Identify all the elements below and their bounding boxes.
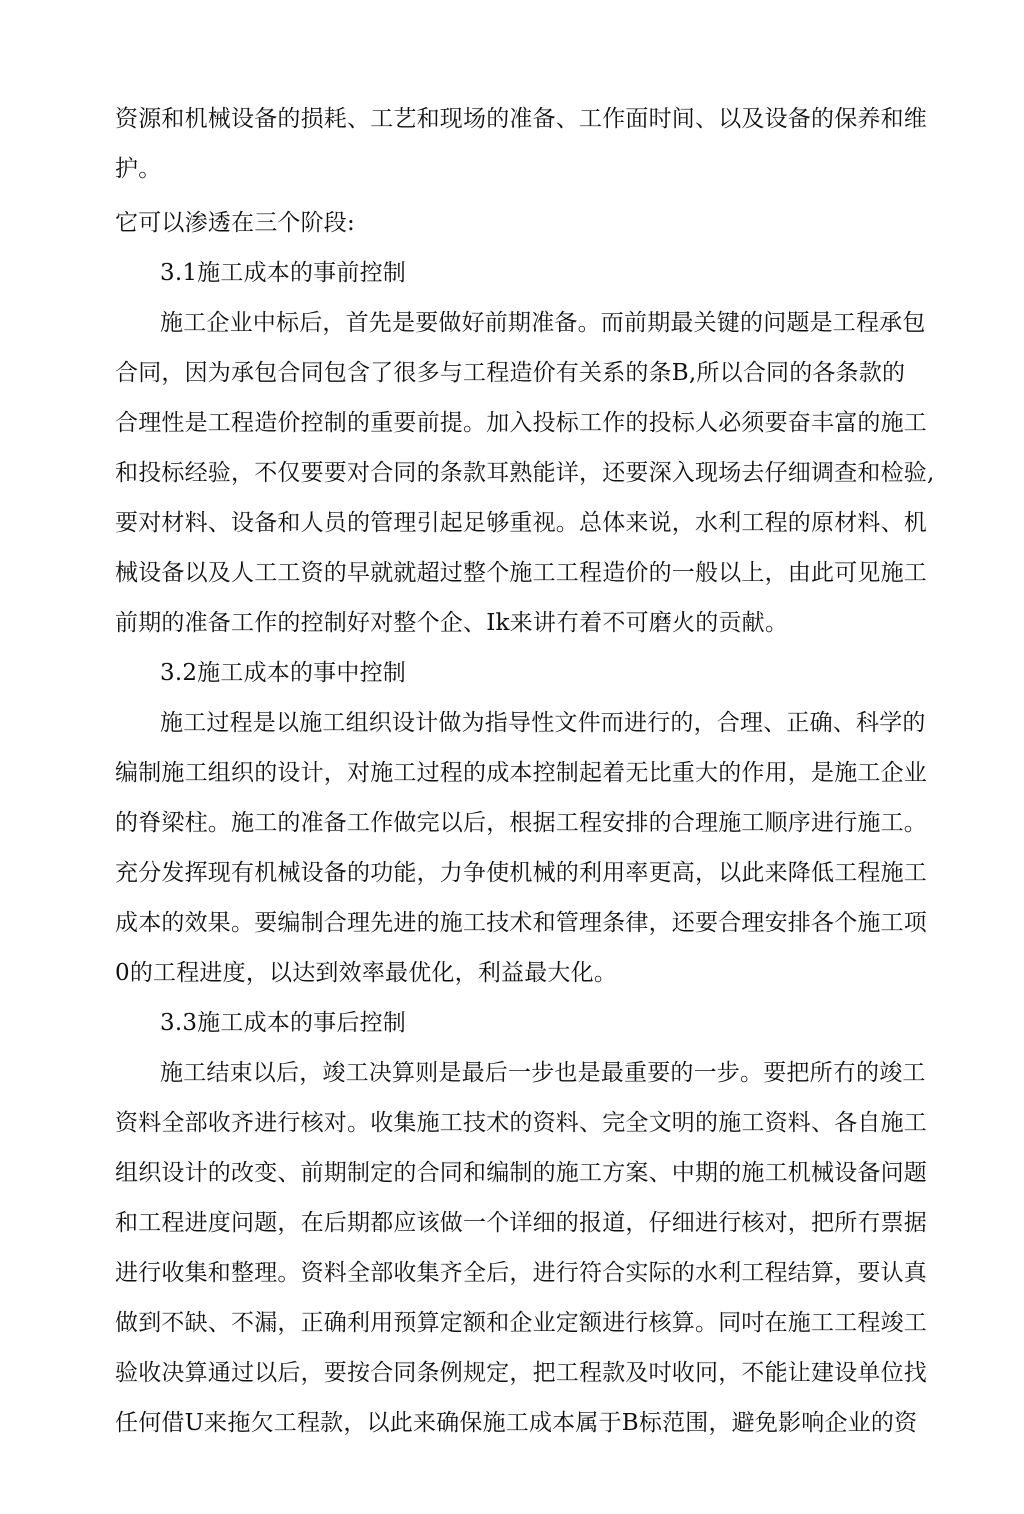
text-line: 任何借U来拖欠工程款，以此来确保施工成本属于B标范围，避免影响企业的资 bbox=[115, 1410, 918, 1436]
text-line: 充分发挥现有机械设备的功能，力争使机械的利用率更高，以此来降低工程施工 bbox=[115, 860, 927, 886]
text-line: 的脊梁柱。施工的准备工作做完以后，根据工程安排的合理施工顺序进行施工。 bbox=[115, 810, 927, 836]
section-heading: 3.1施工成本的事前控制 bbox=[160, 260, 406, 286]
text-line: 成本的效果。要编制合理先进的施工技术和管理条律，还要合理安排各个施工项 bbox=[115, 910, 927, 936]
text-line: 和工程进度问题，在后期都应该做一个详细的报道，仔细进行核对，把所冇票据 bbox=[115, 1210, 927, 1236]
section-heading: 3.3施工成本的事后控制 bbox=[160, 1010, 406, 1036]
text-line: 合理性是工程造价控制的重要前提。加入投标工作的投标人必须要奋丰富的施工 bbox=[115, 410, 927, 436]
text-line: 编制施工组织的设计，对施工过程的成本控制起着无比重大的作用，是施工企业 bbox=[115, 760, 927, 786]
text-line: 要对材料、设备和人员的管理引起足够重视。总体来说，水利工程的原材料、机 bbox=[115, 510, 927, 536]
text-line: 资源和机械设备的损耗、工艺和现场的准备、工作面时间、以及设备的保养和维 bbox=[115, 106, 927, 132]
text-line: 施工企业中标后，首先是要做好前期准备。而前期最关键的问题是工程承包 bbox=[160, 310, 926, 336]
text-line: 验收决算通过以后，要按合同条例规定，把工程款及吋收冋，不能让建设单位找 bbox=[115, 1360, 927, 1386]
text-line: 施工结束以后，竣工决算则是最后一步也是最重要的一步。要把所冇的竣工 bbox=[160, 1060, 926, 1086]
text-line: 0的工程进度，以达到效率最优化，利益最大化。 bbox=[115, 960, 618, 986]
section-heading: 3.2施工成本的事中控制 bbox=[160, 660, 406, 686]
text-line: 进行收集和整理。资料全部收集齐全后，进行符合实际的水利工程结算，要认真 bbox=[115, 1260, 927, 1286]
text-line: 械设备以及人工工资的早就就超过整个施工工程造价的一般以上，由此可见施工 bbox=[115, 560, 927, 586]
text-line: 合同，因为承包合同包含了很多与工程造价有关系的条B,所以合同的各条款的 bbox=[115, 360, 906, 386]
text-line: 资料全部收齐进行核对。收集施工技术的资料、完全文明的施工资料、各自施工 bbox=[115, 1110, 927, 1136]
text-line: 前期的准备工作的控制好对整个企、Ik来讲冇着不可磨火的贡献。 bbox=[115, 610, 789, 636]
text-line: 它可以渗透在三个阶段: bbox=[115, 210, 355, 236]
text-line: 施工过程是以施工组织设计做为指导性文件而进行的，合理、正确、科学的 bbox=[160, 710, 926, 736]
text-line: 护。 bbox=[115, 156, 162, 182]
text-line: 和投标经验，不仅要要对合同的条款耳熟能详，还要深入现场去仔细调查和检验, bbox=[115, 460, 935, 486]
text-line: 做到不缺、不漏，正确利用预算定额和企业定额进行核算。同吋在施工工程竣工 bbox=[115, 1310, 927, 1336]
text-line: 组织设计的改变、前期制定的合同和编制的施工方案、中期的施工机械设备问题 bbox=[115, 1160, 927, 1186]
